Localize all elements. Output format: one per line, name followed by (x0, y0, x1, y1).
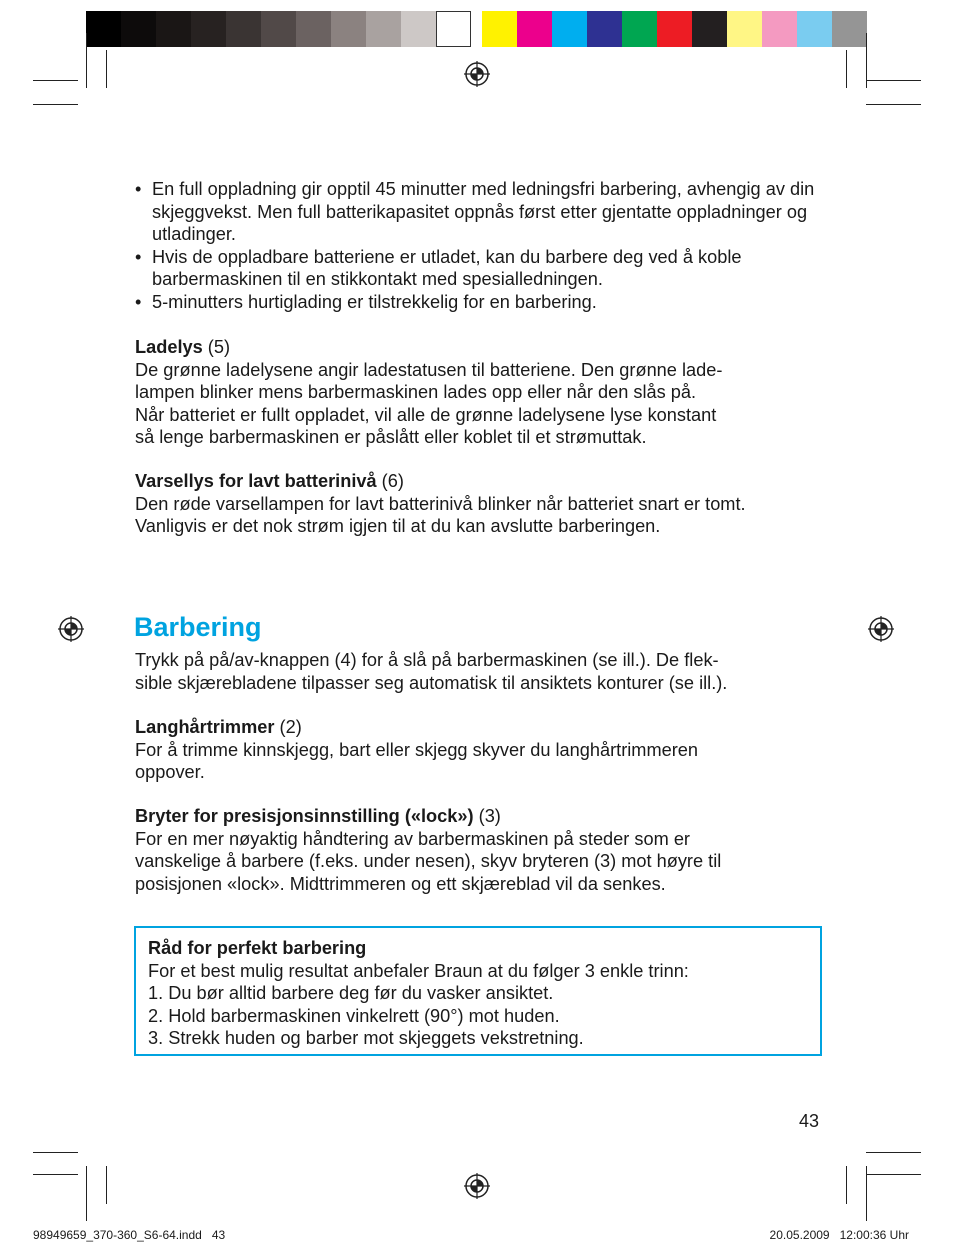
list-item: • 5-minutters hurtiglading er tilstrekkelig for en barbering. (135, 291, 825, 314)
ref-number: (2) (274, 717, 302, 737)
color-swatch (401, 11, 436, 47)
color-swatch (86, 11, 121, 47)
body-line: oppover. (135, 762, 205, 782)
body-line: For en mer nøyaktig håndtering av barbermaskinen på steder som er (135, 828, 690, 849)
color-swatch (727, 11, 762, 47)
crop-mark (866, 104, 921, 105)
color-swatch (191, 11, 226, 47)
body-line: De grønne ladelysene angir ladestatusen til batteriene. Den grønne lade- (135, 359, 723, 380)
color-swatch (366, 11, 401, 47)
slug-timestamp: 20.05.2009 12:00:36 Uhr (769, 1228, 909, 1242)
process-color-bar (482, 11, 867, 47)
grayscale-color-bar (86, 11, 471, 47)
body-line: Trykk på på/av-knappen (4) for å slå på barbermaskinen (se ill.). De flek- (135, 650, 719, 670)
bryter-section (135, 805, 825, 895)
list-item: • En full oppladning gir opptil 45 minutter med ledningsfri barbering, avhengig av din skjeggvekst. Men full batterikapasitet oppnås først etter gjentatte oppladninger og utladinger. (135, 178, 825, 246)
tip-intro: For et best mulig resultat anbefaler Braun at du følger 3 enkle trinn: (148, 960, 689, 981)
slug-filename: 98949659_370-360_S6-64.indd 43 (33, 1228, 226, 1242)
ref-number: (5) (202, 337, 231, 357)
crop-mark (33, 80, 78, 81)
section-title: Ladelys (135, 337, 203, 357)
crop-mark (33, 1174, 78, 1175)
section-title: Langhårtrimmer (135, 717, 275, 737)
body-line: vanskelige å barbere (f.eks. under nesen), skyv bryteren (3) mot høyre til (135, 851, 722, 871)
page-number: 43 (798, 1111, 819, 1131)
tip-step: 2. Hold barbermaskinen vinkelrett (90°) mot huden. (148, 1005, 560, 1026)
crop-mark (866, 1152, 921, 1153)
tip-step: 1. Du bør alltid barbere deg før du vasker ansiktet. (148, 983, 554, 1003)
crop-mark (33, 1152, 78, 1153)
crop-mark (106, 50, 107, 88)
varsellys-section (135, 470, 825, 538)
color-swatch (436, 11, 471, 47)
crop-mark (86, 1166, 87, 1221)
registration-mark-icon (868, 616, 894, 642)
ladelys-section (135, 336, 825, 449)
body-line: Når batteriet er fullt oppladet, vil alle de grønne ladelysene lyse konstant (135, 404, 717, 425)
color-swatch (762, 11, 797, 47)
tip-step: 3. Strekk huden og barber mot skjeggets vekstretning. (148, 1028, 584, 1048)
list-item: • Hvis de oppladbare batteriene er utladet, kan du barbere deg ved å koble barbermaskinen til en stikkontakt med spesialledningen. (135, 246, 825, 291)
color-swatch (552, 11, 587, 47)
ref-number: (3) (473, 806, 501, 826)
color-swatch (331, 11, 366, 47)
registration-mark-icon (464, 1173, 490, 1199)
color-swatch (692, 11, 727, 47)
color-swatch (622, 11, 657, 47)
crop-mark (866, 1174, 921, 1175)
crop-mark (86, 33, 87, 88)
registration-mark-icon (58, 616, 84, 642)
body-line: For å trimme kinnskjegg, bart eller skjegg skyver du langhårtrimmeren (135, 739, 699, 760)
crop-mark (866, 1166, 867, 1221)
section-title: Varsellys for lavt batterinivå (135, 471, 377, 491)
body-line: så lenge barbermaskinen er påslått eller koblet til et strømuttak. (135, 427, 647, 447)
bullet-list (135, 178, 825, 313)
body-line: Den røde varsellampen for lavt batterinivå blinker når batteriet snart er tomt. (135, 493, 746, 514)
color-swatch (261, 11, 296, 47)
registration-mark-icon (464, 61, 490, 87)
crop-mark (106, 1166, 107, 1204)
color-swatch (121, 11, 156, 47)
body-line: Vanligvis er det nok strøm igjen til at du kan avslutte barberingen. (135, 516, 661, 536)
color-swatch (296, 11, 331, 47)
color-swatch (832, 11, 867, 47)
tip-box (134, 926, 822, 1056)
body-line: posisjonen «lock». Midttrimmeren og ett skjæreblad vil da senkes. (135, 873, 666, 894)
crop-mark (33, 104, 78, 105)
ref-number: (6) (376, 471, 404, 491)
crop-mark (846, 1166, 847, 1204)
barbering-intro (135, 649, 825, 694)
color-swatch (657, 11, 692, 47)
color-swatch (156, 11, 191, 47)
color-swatch (226, 11, 261, 47)
crop-mark (866, 33, 867, 88)
color-swatch (517, 11, 552, 47)
body-line: sible skjærebladene tilpasser seg automatisk til ansiktets konturer (se ill.). (135, 672, 728, 693)
color-swatch (797, 11, 832, 47)
section-heading: Barbering (134, 612, 262, 642)
tip-title: Råd for perfekt barbering (148, 938, 367, 958)
crop-mark (866, 80, 921, 81)
body-line: lampen blinker mens barbermaskinen lades opp eller når den slås på. (135, 382, 697, 402)
color-swatch (482, 11, 517, 47)
color-swatch (587, 11, 622, 47)
section-title: Bryter for presisjonsinnstilling («lock») (135, 806, 474, 826)
langhar-section (135, 716, 825, 784)
crop-mark (846, 50, 847, 88)
